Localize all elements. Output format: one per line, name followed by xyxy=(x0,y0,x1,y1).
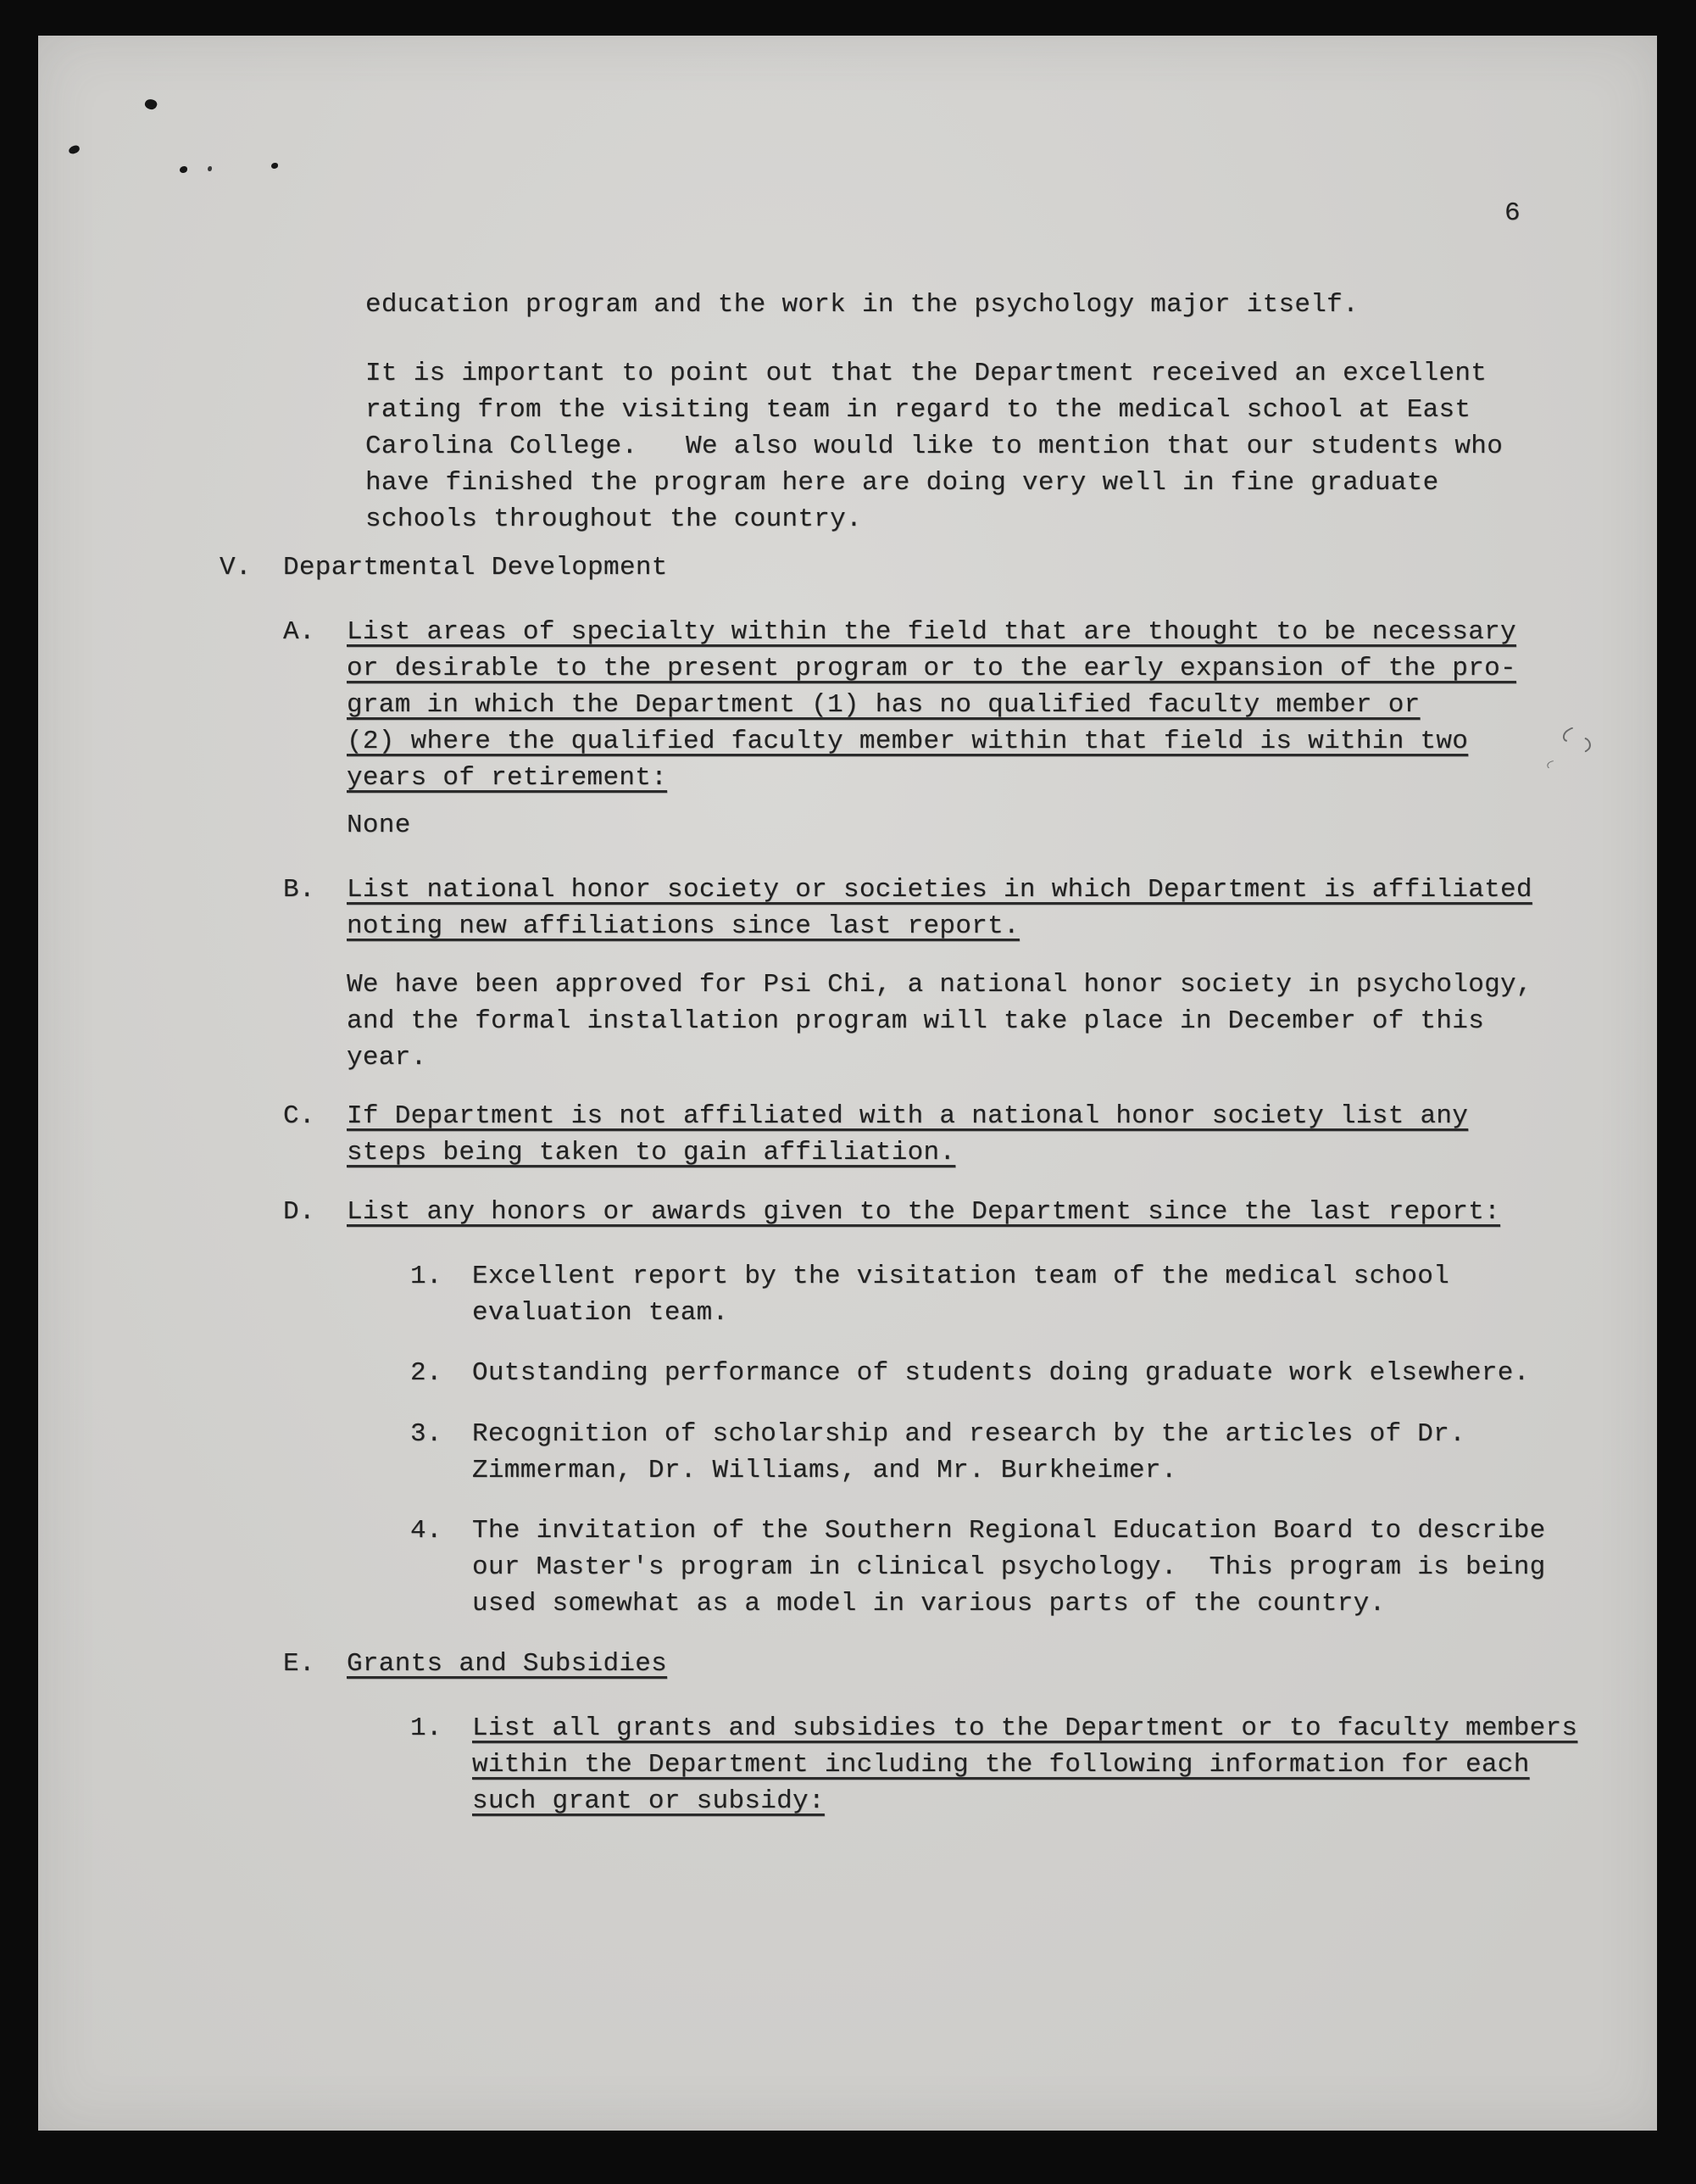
item-e1-line: within the Department including the following information for each xyxy=(472,1750,1530,1780)
item-a xyxy=(283,614,1516,796)
item-a-line: (2) where the qualified faculty member within that field is within two xyxy=(347,727,1469,756)
item-c-label: C. xyxy=(283,1101,315,1131)
section-v-heading xyxy=(220,549,668,586)
item-e1-label: 1. xyxy=(410,1713,442,1743)
item-d4-label: 4. xyxy=(410,1516,442,1546)
dust-speck xyxy=(180,166,187,173)
paragraph-line: Carolina College. We also would like to mention that our students who xyxy=(365,432,1504,461)
item-d xyxy=(283,1194,1501,1230)
section-v-title: Departmental Development xyxy=(283,553,668,582)
item-a-line: gram in which the Department (1) has no qualified faculty member or xyxy=(347,690,1421,720)
item-d3-label: 3. xyxy=(410,1419,442,1449)
item-c-line: steps being taken to gain affiliation. xyxy=(347,1138,956,1167)
item-b-answer xyxy=(347,967,1532,1076)
paragraph-line: It is important to point out that the Department received an excellent xyxy=(365,359,1487,388)
section-v-label: V. xyxy=(220,553,252,582)
dust-speck xyxy=(208,166,212,171)
answer-line: None xyxy=(347,811,411,840)
item-e-title: Grants and Subsidies xyxy=(347,1649,668,1679)
item-b-label: B. xyxy=(283,875,315,905)
item-d1-line: Excellent report by the visitation team of the medical school xyxy=(472,1262,1450,1291)
item-e xyxy=(283,1646,668,1682)
item-e-label: E. xyxy=(283,1649,315,1679)
dust-speck xyxy=(143,98,158,112)
paragraph-line: rating from the visiting team in regard to the medical school at East xyxy=(365,395,1471,425)
item-d3-line: Recognition of scholarship and research by the articles of Dr. xyxy=(472,1419,1465,1449)
paragraph-line: education program and the work in the psychology major itself. xyxy=(365,290,1359,320)
dust-speck xyxy=(68,144,81,154)
document-page xyxy=(38,36,1657,2131)
item-d2-line: Outstanding performance of students doing graduate work elsewhere. xyxy=(472,1358,1530,1388)
item-a-answer xyxy=(347,807,411,844)
item-d-list-3 xyxy=(410,1416,1465,1489)
dust-speck xyxy=(271,163,278,169)
item-d2-label: 2. xyxy=(410,1358,442,1388)
item-b-line: List national honor society or societies in which Department is affiliated xyxy=(347,875,1532,905)
item-d4-line: our Master's program in clinical psychology. This program is being xyxy=(472,1552,1546,1582)
item-a-line: or desirable to the present program or to the early expansion of the pro- xyxy=(347,654,1516,683)
answer-line: and the formal installation program will take place in December of this xyxy=(347,1006,1485,1036)
answer-line: year. xyxy=(347,1043,427,1072)
item-d-list-2 xyxy=(410,1355,1530,1391)
item-d-line: List any honors or awards given to the Department since the last report: xyxy=(347,1197,1501,1227)
item-a-line: List areas of specialty within the field that are thought to be necessary xyxy=(347,617,1516,647)
item-a-label: A. xyxy=(283,617,315,647)
item-e-list-1 xyxy=(410,1710,1578,1819)
item-d-list-1 xyxy=(410,1258,1450,1331)
item-c xyxy=(283,1098,1469,1171)
item-d4-line: The invitation of the Southern Regional Education Board to describe xyxy=(472,1516,1546,1546)
item-d3-line: Zimmerman, Dr. Williams, and Mr. Burkheimer. xyxy=(472,1456,1177,1485)
intro-paragraph-2 xyxy=(365,355,1503,538)
paragraph-line: have finished the program here are doing very well in fine graduate xyxy=(365,468,1439,498)
item-d4-line: used somewhat as a model in various parts of the country. xyxy=(472,1589,1386,1618)
item-e1-line: List all grants and subsidies to the Department or to faculty members xyxy=(472,1713,1578,1743)
item-b-line: noting new affiliations since last report. xyxy=(347,911,1020,941)
intro-paragraph-1 xyxy=(365,287,1359,323)
item-e1-line: such grant or subsidy: xyxy=(472,1786,825,1816)
answer-line: We have been approved for Psi Chi, a national honor society in psychology, xyxy=(347,970,1532,1000)
paragraph-line: schools throughout the country. xyxy=(365,504,862,534)
item-b xyxy=(283,872,1532,944)
pen-mark xyxy=(1555,724,1606,766)
item-d1-line: evaluation team. xyxy=(472,1298,729,1328)
item-c-line: If Department is not affiliated with a national honor society list any xyxy=(347,1101,1469,1131)
item-d1-label: 1. xyxy=(410,1262,442,1291)
item-d-label: D. xyxy=(283,1197,315,1227)
page-number: 6 xyxy=(1504,198,1521,228)
item-d-list-4 xyxy=(410,1513,1546,1622)
item-a-line: years of retirement: xyxy=(347,763,668,793)
